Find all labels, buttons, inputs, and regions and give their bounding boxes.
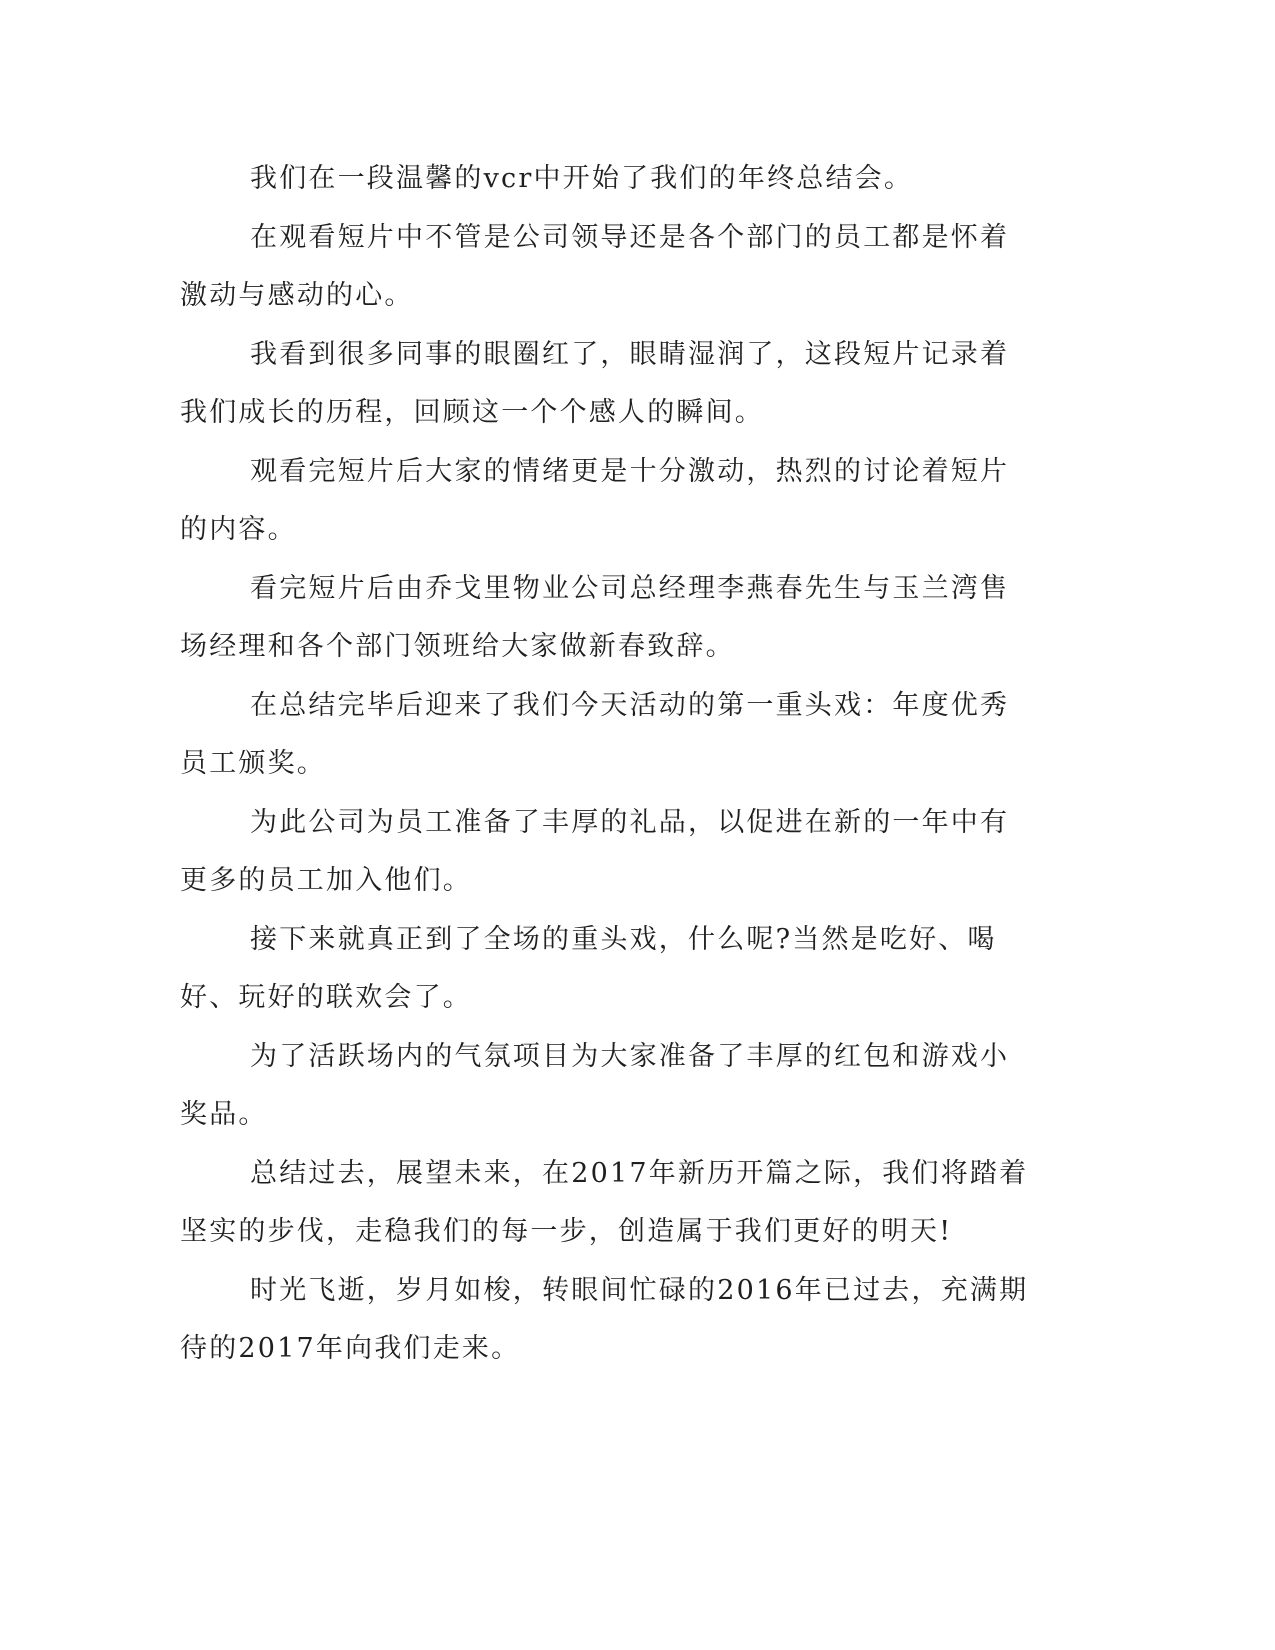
paragraph: 接下来就真正到了全场的重头戏，什么呢?当然是吃好、喝好、玩好的联欢会了。: [180, 923, 997, 1013]
paragraph: 在观看短片中不管是公司领导还是各个部门的员工都是怀着激动与感动的心。: [180, 221, 1010, 311]
paragraph: 时光飞逝，岁月如梭，转眼间忙碌的2016年已过去，充满期待的2017年向我们走来。: [180, 1274, 1029, 1364]
paragraph: 观看完短片后大家的情绪更是十分激动，热烈的讨论着短片的内容。: [180, 455, 1010, 545]
paragraph: 在总结完毕后迎来了我们今天活动的第一重头戏：年度优秀员工颁奖。: [180, 689, 1010, 779]
paragraph: 为了活跃场内的气氛项目为大家准备了丰厚的红包和游戏小奖品。: [180, 1040, 1010, 1130]
paragraph: 看完短片后由乔戈里物业公司总经理李燕春先生与玉兰湾售场经理和各个部门领班给大家做新春致辞。: [180, 572, 1010, 662]
document-body: [180, 150, 1030, 1379]
paragraph: 总结过去，展望未来，在2017年新历开篇之际，我们将踏着坚实的步伐，走稳我们的每一步，创造属于我们更好的明天!: [180, 1157, 1029, 1247]
paragraph: 我看到很多同事的眼圈红了，眼睛湿润了，这段短片记录着我们成长的历程，回顾这一个个感人的瞬间。: [180, 338, 1010, 428]
paragraph: 我们在一段温馨的vcr中开始了我们的年终总结会。: [250, 163, 914, 194]
paragraph: 为此公司为员工准备了丰厚的礼品，以促进在新的一年中有更多的员工加入他们。: [180, 806, 1010, 896]
